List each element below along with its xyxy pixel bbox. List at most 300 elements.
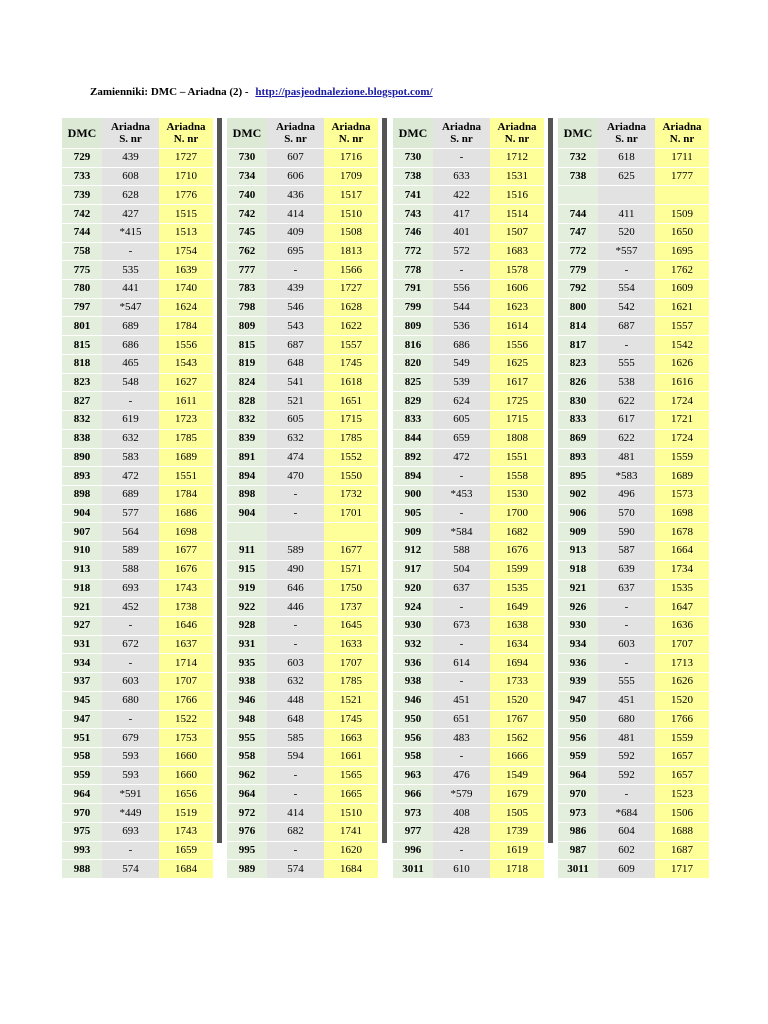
table-row	[558, 616, 709, 635]
table-row	[227, 467, 378, 486]
ariadna-n-cell: 1522	[159, 710, 213, 729]
dmc-cell: 917	[393, 560, 433, 579]
dmc-cell: 918	[62, 579, 102, 598]
ariadna-s-cell: 470	[267, 467, 324, 486]
ariadna-n-cell: 1621	[655, 298, 709, 317]
dmc-cell: 743	[393, 205, 433, 224]
table-row	[393, 748, 544, 767]
ariadna-n-cell: 1531	[490, 167, 544, 186]
ariadna-n-cell: 1707	[655, 635, 709, 654]
header-row	[558, 118, 709, 149]
ariadna-n-cell: 1724	[655, 429, 709, 448]
ariadna-n-cell: 1507	[490, 223, 544, 242]
ariadna-s-cell: *684	[598, 804, 655, 823]
ariadna-s-cell: 603	[598, 635, 655, 654]
dmc-cell: 738	[393, 167, 433, 186]
ariadna-n-cell: 1659	[159, 841, 213, 860]
dmc-cell: 814	[558, 317, 598, 336]
ariadna-n-cell: 1622	[324, 317, 378, 336]
dmc-cell: 938	[227, 673, 267, 692]
table-row	[62, 149, 213, 168]
ariadna-s-cell	[598, 186, 655, 205]
dmc-cell: 972	[227, 804, 267, 823]
column-separator	[548, 118, 553, 843]
dmc-cell: 970	[62, 804, 102, 823]
table-row	[393, 429, 544, 448]
table-row	[558, 373, 709, 392]
dmc-cell: 844	[393, 429, 433, 448]
dmc-cell: 966	[393, 785, 433, 804]
header-row	[62, 118, 213, 149]
table-block-4	[558, 118, 709, 875]
dmc-cell: 956	[393, 729, 433, 748]
dmc-cell: 973	[558, 804, 598, 823]
table-row	[558, 710, 709, 729]
ariadna-s-cell: 588	[102, 560, 159, 579]
ariadna-n-cell: 1551	[159, 467, 213, 486]
ariadna-n-cell: 1657	[655, 766, 709, 785]
ariadna-n-cell: 1552	[324, 448, 378, 467]
ariadna-n-cell: 1636	[655, 616, 709, 635]
ariadna-s-cell: 624	[433, 392, 490, 411]
ariadna-s-cell: 481	[598, 448, 655, 467]
ariadna-n-cell: 1715	[490, 411, 544, 430]
ariadna-n-cell: 1646	[159, 616, 213, 635]
ariadna-s-cell: 648	[267, 354, 324, 373]
table-row	[62, 560, 213, 579]
ariadna-n-cell: 1808	[490, 429, 544, 448]
table-row	[558, 261, 709, 280]
header-line: S. nr	[284, 133, 307, 145]
table-row	[227, 261, 378, 280]
ariadna-n-cell: 1530	[490, 485, 544, 504]
ariadna-n-cell: 1556	[159, 336, 213, 355]
ariadna-n-cell: 1732	[324, 485, 378, 504]
ariadna-s-header	[267, 118, 324, 149]
dmc-cell: 964	[227, 785, 267, 804]
table-row	[558, 354, 709, 373]
ariadna-n-cell: 1707	[159, 673, 213, 692]
table-row	[227, 560, 378, 579]
ariadna-s-cell: 535	[102, 261, 159, 280]
header-line: Ariadna	[606, 121, 647, 133]
ariadna-s-cell: -	[598, 785, 655, 804]
ariadna-s-cell: 603	[102, 673, 159, 692]
ariadna-s-cell: 472	[433, 448, 490, 467]
dmc-cell: 950	[558, 710, 598, 729]
dmc-cell: 791	[393, 280, 433, 299]
dmc-cell: 958	[62, 748, 102, 767]
dmc-cell: 931	[227, 635, 267, 654]
ariadna-s-cell: 409	[267, 223, 324, 242]
table-row	[558, 205, 709, 224]
ariadna-n-cell: 1618	[324, 373, 378, 392]
ariadna-n-cell: 1684	[159, 860, 213, 879]
ariadna-n-cell: 1614	[490, 317, 544, 336]
table-row	[558, 280, 709, 299]
table-row	[227, 598, 378, 617]
ariadna-n-cell: 1700	[490, 504, 544, 523]
ariadna-s-cell: 687	[267, 336, 324, 355]
ariadna-n-cell: 1676	[490, 542, 544, 561]
header-row	[393, 118, 544, 149]
ariadna-n-cell: 1785	[324, 673, 378, 692]
ariadna-n-cell: 1543	[159, 354, 213, 373]
table-row	[558, 860, 709, 879]
ariadna-s-cell: -	[102, 242, 159, 261]
dmc-cell: 792	[558, 280, 598, 299]
ariadna-s-cell: -	[433, 261, 490, 280]
ariadna-s-header	[433, 118, 490, 149]
dmc-cell: 976	[227, 822, 267, 841]
dmc-cell: 778	[393, 261, 433, 280]
ariadna-n-cell: 1664	[655, 542, 709, 561]
table-row	[558, 467, 709, 486]
dmc-cell: 740	[227, 186, 267, 205]
ariadna-n-cell: 1677	[159, 542, 213, 561]
table-row	[227, 654, 378, 673]
page-title	[90, 86, 433, 98]
dmc-cell: 839	[227, 429, 267, 448]
ariadna-n-cell: 1709	[324, 167, 378, 186]
dmc-cell: 927	[62, 616, 102, 635]
table-block-2	[227, 118, 378, 875]
dmc-cell: 902	[558, 485, 598, 504]
dmc-cell: 958	[227, 748, 267, 767]
table-row	[227, 336, 378, 355]
table-row	[558, 841, 709, 860]
table-row	[62, 860, 213, 879]
ariadna-n-cell: 1542	[655, 336, 709, 355]
dmc-cell: 823	[558, 354, 598, 373]
table-row	[393, 280, 544, 299]
table-row	[393, 205, 544, 224]
dmc-cell: 993	[62, 841, 102, 860]
ariadna-s-cell: 592	[598, 766, 655, 785]
ariadna-s-cell: 585	[267, 729, 324, 748]
ariadna-n-cell: 1557	[655, 317, 709, 336]
table-row	[393, 149, 544, 168]
table-row	[558, 654, 709, 673]
table-row	[62, 298, 213, 317]
dmc-cell: 948	[227, 710, 267, 729]
table-row	[393, 729, 544, 748]
ariadna-s-cell: 622	[598, 429, 655, 448]
ariadna-s-cell: -	[433, 598, 490, 617]
ariadna-n-cell: 1687	[655, 841, 709, 860]
header-line: S. nr	[615, 133, 638, 145]
ariadna-s-cell: 543	[267, 317, 324, 336]
ariadna-n-cell: 1647	[655, 598, 709, 617]
conversion-table	[393, 118, 544, 879]
dmc-cell: 745	[227, 223, 267, 242]
ariadna-s-cell: -	[267, 504, 324, 523]
dmc-cell: 799	[393, 298, 433, 317]
ariadna-n-header	[655, 118, 709, 149]
table-row	[62, 729, 213, 748]
ariadna-s-cell: 554	[598, 280, 655, 299]
ariadna-s-cell: 680	[598, 710, 655, 729]
table-row	[393, 392, 544, 411]
ariadna-s-cell: 472	[102, 467, 159, 486]
dmc-cell: 777	[227, 261, 267, 280]
table-row	[393, 336, 544, 355]
ariadna-s-cell: 555	[598, 354, 655, 373]
ariadna-s-cell: 651	[433, 710, 490, 729]
table-row	[62, 261, 213, 280]
ariadna-n-cell: 1523	[655, 785, 709, 804]
ariadna-n-cell: 1520	[655, 691, 709, 710]
dmc-cell: 730	[393, 149, 433, 168]
ariadna-n-cell: 1753	[159, 729, 213, 748]
dmc-cell: 818	[62, 354, 102, 373]
ariadna-s-cell: 439	[267, 280, 324, 299]
dmc-cell: 959	[62, 766, 102, 785]
ariadna-s-cell: 605	[433, 411, 490, 430]
dmc-cell: 911	[227, 542, 267, 561]
dmc-cell	[227, 523, 267, 542]
ariadna-n-cell: 1745	[324, 710, 378, 729]
dmc-cell: 906	[558, 504, 598, 523]
ariadna-n-cell: 1698	[655, 504, 709, 523]
dmc-cell: 809	[393, 317, 433, 336]
ariadna-n-cell: 1701	[324, 504, 378, 523]
ariadna-s-cell: *449	[102, 804, 159, 823]
ariadna-n-cell: 1714	[159, 654, 213, 673]
dmc-cell: 918	[558, 560, 598, 579]
ariadna-n-cell: 1516	[490, 186, 544, 205]
table-row	[393, 504, 544, 523]
table-row	[227, 766, 378, 785]
dmc-cell: 741	[393, 186, 433, 205]
ariadna-s-cell: 659	[433, 429, 490, 448]
table-row	[558, 317, 709, 336]
dmc-cell: 739	[62, 186, 102, 205]
table-row	[62, 280, 213, 299]
ariadna-n-cell: 1573	[655, 485, 709, 504]
ariadna-n-cell: 1784	[159, 485, 213, 504]
ariadna-n-cell: 1738	[159, 598, 213, 617]
table-row	[227, 149, 378, 168]
dmc-cell: 946	[393, 691, 433, 710]
table-row	[62, 841, 213, 860]
ariadna-s-cell: -	[598, 654, 655, 673]
table-row	[393, 691, 544, 710]
ariadna-s-cell: 594	[267, 748, 324, 767]
table-row	[227, 635, 378, 654]
table-row	[558, 691, 709, 710]
ariadna-n-cell: 1707	[324, 654, 378, 673]
conversion-table	[558, 118, 709, 879]
ariadna-s-cell: 555	[598, 673, 655, 692]
dmc-cell: 938	[393, 673, 433, 692]
ariadna-s-cell: 483	[433, 729, 490, 748]
dmc-cell: 964	[62, 785, 102, 804]
header-line: N. nr	[338, 133, 364, 145]
dmc-cell	[558, 186, 598, 205]
ariadna-n-cell: 1710	[159, 167, 213, 186]
dmc-cell: 934	[62, 654, 102, 673]
ariadna-s-cell: 451	[433, 691, 490, 710]
table-row	[393, 804, 544, 823]
ariadna-s-cell: 633	[433, 167, 490, 186]
table-row	[558, 673, 709, 692]
dmc-cell: 946	[227, 691, 267, 710]
table-row	[62, 542, 213, 561]
dmc-cell: 986	[558, 822, 598, 841]
ariadna-n-cell: 1754	[159, 242, 213, 261]
ariadna-s-cell: 632	[102, 429, 159, 448]
dmc-cell: 936	[558, 654, 598, 673]
ariadna-n-cell: 1562	[490, 729, 544, 748]
ariadna-n-cell: 1624	[159, 298, 213, 317]
ariadna-n-cell: 1688	[655, 822, 709, 841]
ariadna-n-cell: 1557	[324, 336, 378, 355]
dmc-cell: 733	[62, 167, 102, 186]
table-row	[62, 467, 213, 486]
dmc-cell: 826	[558, 373, 598, 392]
table-row	[62, 242, 213, 261]
dmc-cell: 3011	[558, 860, 598, 879]
ariadna-s-cell: 544	[433, 298, 490, 317]
ariadna-s-cell: -	[267, 261, 324, 280]
ariadna-n-cell: 1743	[159, 822, 213, 841]
ariadna-s-cell: *584	[433, 523, 490, 542]
dmc-cell: 909	[393, 523, 433, 542]
ariadna-n-cell: 1509	[655, 205, 709, 224]
dmc-cell: 830	[558, 392, 598, 411]
ariadna-n-cell: 1712	[490, 149, 544, 168]
table-row	[558, 411, 709, 430]
table-row	[393, 710, 544, 729]
ariadna-s-cell: -	[598, 261, 655, 280]
ariadna-s-cell: *591	[102, 785, 159, 804]
ariadna-n-cell: 1510	[324, 804, 378, 823]
dmc-cell: 893	[62, 467, 102, 486]
table-row	[62, 411, 213, 430]
ariadna-s-cell: -	[433, 748, 490, 767]
ariadna-s-cell: -	[102, 392, 159, 411]
ariadna-n-cell: 1617	[490, 373, 544, 392]
table-row	[393, 860, 544, 879]
ariadna-s-cell: 628	[102, 186, 159, 205]
table-block-1	[62, 118, 213, 875]
ariadna-s-cell: 587	[598, 542, 655, 561]
header-line: S. nr	[450, 133, 473, 145]
ariadna-n-cell: 1750	[324, 579, 378, 598]
dmc-cell: 920	[393, 579, 433, 598]
ariadna-s-cell: 689	[102, 485, 159, 504]
dmc-cell: 827	[62, 392, 102, 411]
table-row	[227, 542, 378, 561]
dmc-cell: 828	[227, 392, 267, 411]
ariadna-s-cell: 408	[433, 804, 490, 823]
dmc-cell: 898	[227, 485, 267, 504]
ariadna-n-cell: 1549	[490, 766, 544, 785]
dmc-cell: 900	[393, 485, 433, 504]
dmc-cell: 958	[393, 748, 433, 767]
table-row	[393, 373, 544, 392]
dmc-cell: 832	[62, 411, 102, 430]
ariadna-s-cell: -	[102, 654, 159, 673]
ariadna-n-cell: 1785	[159, 429, 213, 448]
dmc-cell: 832	[227, 411, 267, 430]
ariadna-s-cell: 548	[102, 373, 159, 392]
ariadna-n-cell: 1510	[324, 205, 378, 224]
ariadna-s-cell: 689	[102, 317, 159, 336]
ariadna-n-cell: 1743	[159, 579, 213, 598]
ariadna-n-cell: 1678	[655, 523, 709, 542]
table-row	[62, 354, 213, 373]
ariadna-s-cell: 546	[267, 298, 324, 317]
ariadna-s-cell: -	[433, 841, 490, 860]
table-row	[227, 504, 378, 523]
table-row	[62, 485, 213, 504]
table-row	[558, 429, 709, 448]
dmc-header: DMC	[62, 118, 102, 149]
ariadna-n-cell: 1715	[324, 411, 378, 430]
ariadna-n-cell: 1784	[159, 317, 213, 336]
dmc-cell: 955	[227, 729, 267, 748]
blog-link[interactable]: http://pasjeodnalezione.blogspot.com/	[255, 86, 433, 98]
table-row	[227, 616, 378, 635]
table-row	[558, 766, 709, 785]
ariadna-n-cell: 1619	[490, 841, 544, 860]
dmc-cell: 907	[62, 523, 102, 542]
table-row	[393, 598, 544, 617]
table-row	[62, 579, 213, 598]
table-row	[393, 766, 544, 785]
table-row	[62, 392, 213, 411]
ariadna-s-cell: *583	[598, 467, 655, 486]
ariadna-s-cell: 538	[598, 373, 655, 392]
dmc-cell: 730	[227, 149, 267, 168]
dmc-header: DMC	[227, 118, 267, 149]
table-row	[393, 448, 544, 467]
dmc-cell: 738	[558, 167, 598, 186]
table-row	[227, 710, 378, 729]
ariadna-s-cell: 452	[102, 598, 159, 617]
dmc-cell: 893	[558, 448, 598, 467]
dmc-cell: 947	[62, 710, 102, 729]
ariadna-s-cell: -	[267, 485, 324, 504]
ariadna-n-cell: 1515	[159, 205, 213, 224]
ariadna-s-cell: 693	[102, 579, 159, 598]
ariadna-s-cell: *579	[433, 785, 490, 804]
table-row	[62, 766, 213, 785]
dmc-cell: 922	[227, 598, 267, 617]
ariadna-n-cell: 1550	[324, 467, 378, 486]
ariadna-s-cell: 593	[102, 748, 159, 767]
ariadna-n-cell: 1650	[655, 223, 709, 242]
dmc-cell: 950	[393, 710, 433, 729]
dmc-cell: 890	[62, 448, 102, 467]
dmc-cell: 894	[393, 467, 433, 486]
ariadna-n-cell: 1657	[655, 748, 709, 767]
table-row	[62, 804, 213, 823]
dmc-cell: 734	[227, 167, 267, 186]
dmc-cell: 996	[393, 841, 433, 860]
table-row	[227, 785, 378, 804]
ariadna-s-cell: *415	[102, 223, 159, 242]
ariadna-s-cell: 428	[433, 822, 490, 841]
ariadna-n-cell: 1645	[324, 616, 378, 635]
ariadna-n-cell: 1519	[159, 804, 213, 823]
ariadna-n-cell: 1683	[490, 242, 544, 261]
table-row	[227, 822, 378, 841]
dmc-cell: 779	[558, 261, 598, 280]
ariadna-n-cell: 1634	[490, 635, 544, 654]
